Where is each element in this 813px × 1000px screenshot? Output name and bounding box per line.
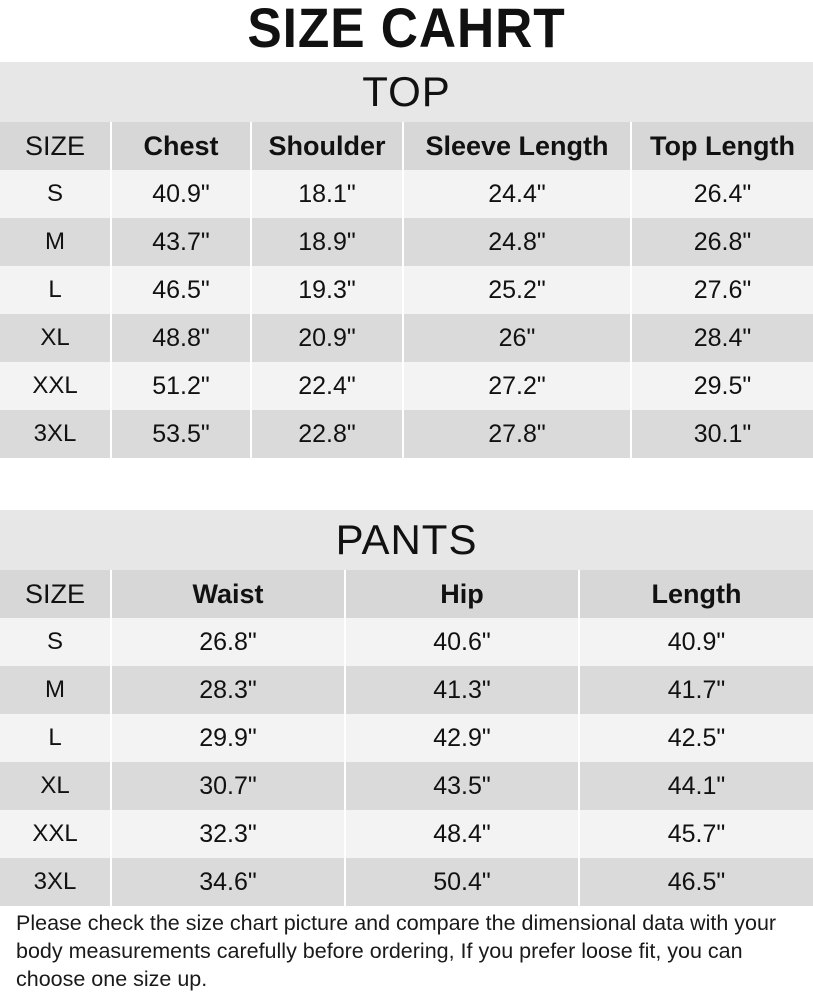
size-cell: XXL	[0, 362, 111, 410]
waist-cell: 26.8"	[111, 618, 345, 666]
column-header-sleeve-length: Sleeve Length	[403, 122, 631, 170]
column-header-waist: Waist	[111, 570, 345, 618]
sleeve-length-cell: 26"	[403, 314, 631, 362]
chest-cell: 46.5"	[111, 266, 251, 314]
waist-cell: 30.7"	[111, 762, 345, 810]
hip-cell: 42.9"	[345, 714, 579, 762]
sleeve-length-cell: 25.2"	[403, 266, 631, 314]
table-row	[0, 618, 813, 666]
table-row	[0, 858, 813, 906]
top-length-cell: 30.1"	[631, 410, 813, 458]
chest-cell: 40.9"	[111, 170, 251, 218]
sleeve-length-cell: 27.8"	[403, 410, 631, 458]
shoulder-cell: 22.4"	[251, 362, 403, 410]
shoulder-cell: 22.8"	[251, 410, 403, 458]
chest-cell: 51.2"	[111, 362, 251, 410]
size-cell: 3XL	[0, 858, 111, 906]
waist-cell: 32.3"	[111, 810, 345, 858]
sleeve-length-cell: 24.8"	[403, 218, 631, 266]
length-cell: 41.7"	[579, 666, 813, 714]
column-header-shoulder: Shoulder	[251, 122, 403, 170]
hip-cell: 40.6"	[345, 618, 579, 666]
waist-cell: 28.3"	[111, 666, 345, 714]
column-header-hip: Hip	[345, 570, 579, 618]
length-cell: 44.1"	[579, 762, 813, 810]
sizing-note: Please check the size chart picture and compare the dimensional data with your body measurements carefully before ordering, If you prefer loose fit, you can choose one size up.	[16, 911, 777, 991]
chest-cell: 53.5"	[111, 410, 251, 458]
top-length-cell: 29.5"	[631, 362, 813, 410]
hip-cell: 50.4"	[345, 858, 579, 906]
size-cell: S	[0, 618, 111, 666]
length-cell: 45.7"	[579, 810, 813, 858]
page-title: SIZE CAHRT	[247, 0, 566, 59]
length-cell: 42.5"	[579, 714, 813, 762]
table-row	[0, 762, 813, 810]
size-cell: L	[0, 266, 111, 314]
sleeve-length-cell: 27.2"	[403, 362, 631, 410]
table-row	[0, 362, 813, 410]
pants-size-table	[0, 510, 813, 906]
size-cell: XXL	[0, 810, 111, 858]
top-length-cell: 26.4"	[631, 170, 813, 218]
top-length-cell: 28.4"	[631, 314, 813, 362]
shoulder-cell: 18.9"	[251, 218, 403, 266]
top-length-cell: 26.8"	[631, 218, 813, 266]
table-row	[0, 170, 813, 218]
sleeve-length-cell: 24.4"	[403, 170, 631, 218]
size-cell: S	[0, 170, 111, 218]
section-spacer	[0, 458, 813, 510]
column-header-chest: Chest	[111, 122, 251, 170]
table-row	[0, 714, 813, 762]
top-size-table	[0, 62, 813, 458]
column-header-size: SIZE	[0, 570, 111, 618]
chest-cell: 43.7"	[111, 218, 251, 266]
shoulder-cell: 20.9"	[251, 314, 403, 362]
size-cell: XL	[0, 762, 111, 810]
chest-cell: 48.8"	[111, 314, 251, 362]
top-section-title: TOP	[0, 62, 813, 122]
size-cell: M	[0, 666, 111, 714]
table-row	[0, 810, 813, 858]
table-row	[0, 410, 813, 458]
size-cell: M	[0, 218, 111, 266]
waist-cell: 29.9"	[111, 714, 345, 762]
table-row	[0, 314, 813, 362]
top-length-cell: 27.6"	[631, 266, 813, 314]
waist-cell: 34.6"	[111, 858, 345, 906]
column-header-size: SIZE	[0, 122, 111, 170]
size-cell: 3XL	[0, 410, 111, 458]
hip-cell: 48.4"	[345, 810, 579, 858]
hip-cell: 41.3"	[345, 666, 579, 714]
pants-section-title: PANTS	[0, 510, 813, 570]
shoulder-cell: 18.1"	[251, 170, 403, 218]
hip-cell: 43.5"	[345, 762, 579, 810]
table-row	[0, 266, 813, 314]
table-row	[0, 666, 813, 714]
shoulder-cell: 19.3"	[251, 266, 403, 314]
length-cell: 46.5"	[579, 858, 813, 906]
column-header-length: Length	[579, 570, 813, 618]
column-header-top-length: Top Length	[631, 122, 813, 170]
size-cell: XL	[0, 314, 111, 362]
size-cell: L	[0, 714, 111, 762]
length-cell: 40.9"	[579, 618, 813, 666]
table-row	[0, 218, 813, 266]
